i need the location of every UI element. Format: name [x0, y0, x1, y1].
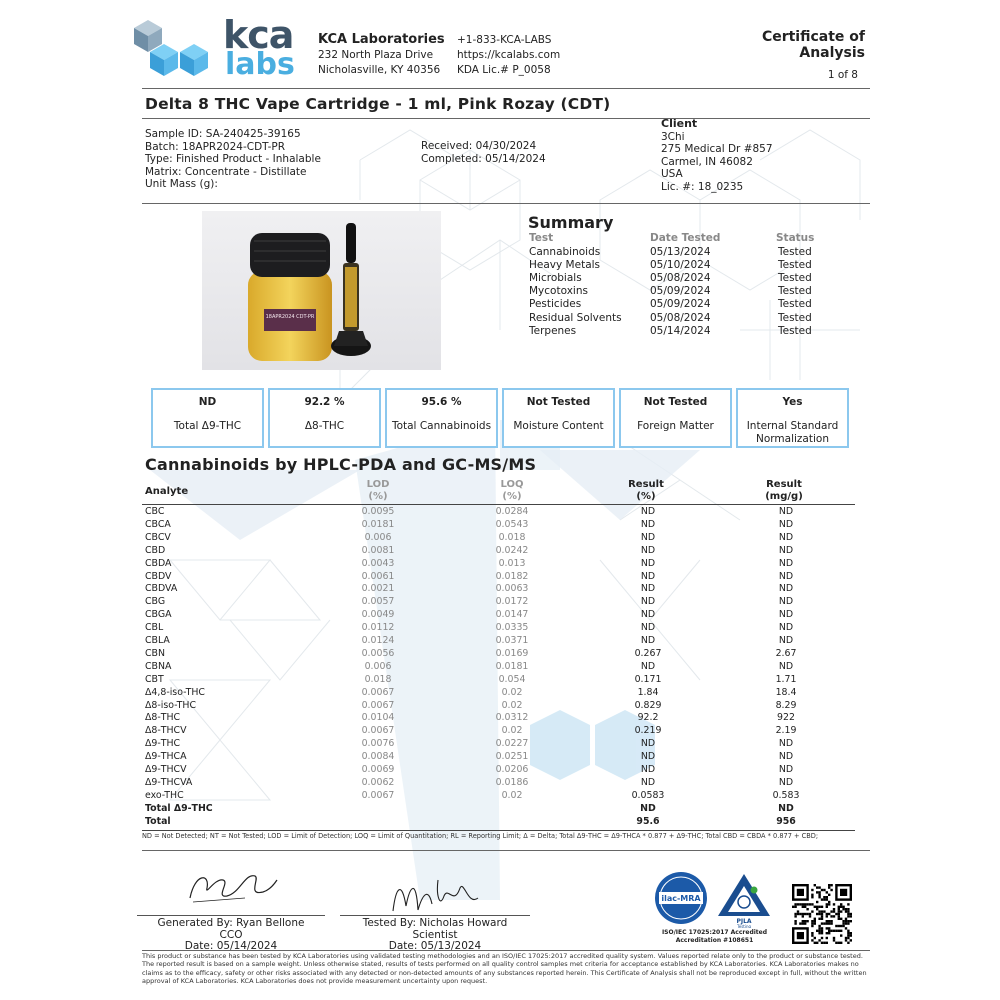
analyte-loq: 0.0063 [495, 583, 529, 595]
table-row [145, 648, 855, 661]
table-row [145, 777, 855, 790]
analyte-loq: 0.0206 [495, 764, 529, 775]
logo-word-kca: kca [223, 13, 294, 57]
analyte-loq: 0.0312 [495, 712, 529, 724]
analyte-lod: 0.0067 [361, 699, 395, 711]
analyte-lod: 0.0056 [361, 647, 395, 659]
summary-date: 05/14/2024 [650, 324, 711, 337]
analyte-loq: 0.013 [498, 557, 526, 569]
stat-label: Total Cannabinoids [391, 420, 492, 432]
ilac-mra-text: ilac-MRA [661, 894, 701, 903]
summary-test: Heavy Metals [529, 258, 601, 271]
analyte-loq: 0.02 [501, 699, 523, 711]
analyte-name: CBT [145, 673, 164, 685]
client-country: USA [661, 168, 683, 181]
analyte-result-mg: ND [778, 544, 794, 556]
table-header-divider [142, 504, 855, 505]
analyte-result-mg: ND [778, 660, 794, 672]
analyte-result-mg: ND [778, 738, 794, 750]
summary-date: 05/09/2024 [650, 298, 711, 311]
meta-divider [142, 203, 870, 204]
analyte-result-pct: ND [640, 635, 656, 646]
table-row [145, 764, 855, 777]
table-row [145, 571, 855, 584]
analyte-result-mg: ND [778, 764, 794, 775]
analyte-loq: 0.02 [501, 725, 523, 737]
analyte-lod: 0.0067 [361, 686, 395, 698]
signature-line-tested [340, 915, 530, 916]
summary-test: Cannabinoids [529, 245, 601, 258]
col-result-pct [613, 479, 679, 503]
generated-by-role: CCO [219, 928, 243, 941]
analyte-lod: 0.006 [364, 531, 392, 543]
analyte-lod: 0.0081 [361, 544, 395, 556]
analyte-result-mg: ND [778, 751, 794, 763]
table-row [145, 519, 855, 532]
analyte-loq: 0.0186 [495, 776, 529, 788]
analyte-result-pct: 0.219 [634, 725, 662, 737]
analyte-name: CBCV [145, 531, 171, 543]
analyte-name: Δ8-iso-THC [145, 699, 197, 711]
stat-value: Not Tested [643, 396, 708, 408]
analyte-result-mg: ND [778, 583, 794, 595]
col-result-mg-unit: (mg/g) [765, 491, 803, 502]
summary-test: Mycotoxins [529, 285, 588, 298]
analyte-result-mg: 2.67 [775, 647, 797, 659]
analyte-result-pct: ND [640, 776, 656, 788]
table-row [145, 635, 855, 648]
analyte-name: Δ4,8-iso-THC [145, 686, 205, 698]
analyte-name: CBL [145, 622, 164, 634]
analyte-loq: 0.0543 [495, 518, 529, 530]
summary-col-test: Test [529, 232, 554, 244]
accreditation-number: Accreditation #108651 [675, 936, 754, 944]
total-result-pct: 95.6 [636, 815, 660, 827]
disclaimer-text: This product or substance has been tested by KCA Laboratories using validated testing methodologies and an ISO/IEC 17025:2017 accredited quality system. Values reported relate only to the product or substance tested. The reported result is based on a sample weight. Unless otherwise stated, results of tests performed on all quality control samples met criteria for acceptance established by KCA Laboratories. KCA Laboratories makes no claims as to the efficacy, safety or other risks associated with any detected or non-detected amounts of any substances reported herein. This Certificate of Analysis shall not be reproduced except in full, without the written approval of KCA Laboratories. KCA Laboratories does not provide measurement uncertainty upon request. [142, 952, 867, 985]
generated-by-block [137, 918, 325, 953]
summary-row [529, 272, 849, 285]
analyte-loq: 0.0182 [495, 570, 529, 582]
analyte-result-mg: ND [778, 557, 794, 569]
analyte-lod: 0.0124 [361, 635, 395, 646]
summary-header-row [529, 232, 849, 245]
analyte-name: CBC [145, 506, 165, 517]
summary-row [529, 285, 849, 298]
table-row [145, 712, 855, 725]
summary-test: Microbials [529, 271, 582, 284]
sample-id: Sample ID: SA-240425-39165 [145, 128, 301, 140]
analyte-lod: 0.0084 [361, 751, 395, 763]
stat-value: Not Tested [526, 396, 591, 408]
iso-accreditation: ISO/IEC 17025:2017 Accredited [661, 929, 768, 936]
col-lod-unit: (%) [368, 491, 388, 502]
analyte-result-pct: 0.267 [634, 647, 662, 659]
stat-box [619, 388, 732, 448]
company-address-line2: Nicholasville, KY 40356 [318, 64, 441, 76]
analyte-name: Δ8-THC [145, 712, 181, 724]
signature-nicholas-howard [388, 876, 488, 916]
summary-row [529, 325, 849, 338]
analyte-result-pct: ND [640, 622, 656, 634]
analyte-result-pct: ND [640, 609, 656, 621]
col-result-mg [751, 479, 817, 503]
analyte-loq: 0.02 [501, 789, 523, 801]
summary-status: Tested [778, 245, 812, 258]
total-result-pct: ND [640, 802, 656, 814]
company-license: KDA Lic.# P_0058 [457, 64, 551, 76]
summary-test: Terpenes [529, 324, 577, 337]
summary-test: Residual Solvents [529, 311, 622, 324]
analyte-result-mg: ND [778, 531, 794, 543]
analyte-name: CBN [145, 647, 165, 659]
analyte-name: CBGA [145, 609, 172, 621]
analyte-result-pct: ND [640, 518, 656, 530]
company-phone: +1-833-KCA-LABS [457, 34, 552, 46]
sample-dates [421, 140, 546, 165]
analyte-result-pct: ND [640, 557, 656, 569]
client-block [661, 118, 773, 194]
analyte-loq: 0.0181 [495, 660, 529, 672]
analyte-loq: 0.0172 [495, 596, 529, 608]
analyte-result-pct: ND [640, 583, 656, 595]
total-row [145, 816, 855, 829]
table-row [145, 790, 855, 803]
kca-cube-logo-icon [132, 18, 214, 82]
client-street: 275 Medical Dr #857 [661, 143, 773, 156]
analyte-name: Δ9-THCA [145, 751, 187, 763]
sample-meta [145, 128, 321, 191]
pjla-sub-text: Testing [736, 924, 752, 928]
analyte-result-mg: 18.4 [775, 686, 797, 698]
analyte-result-mg: ND [778, 506, 794, 517]
summary-status: Tested [778, 311, 812, 324]
table-row [145, 622, 855, 635]
col-result-pct-label: Result [628, 479, 664, 490]
analyte-loq: 0.0371 [495, 635, 529, 646]
total-name: Total [145, 815, 171, 827]
generated-by-date: Date: 05/14/2024 [184, 940, 278, 952]
stat-value: 92.2 % [304, 396, 345, 408]
product-title: Delta 8 THC Vape Cartridge - 1 ml, Pink Rozay (CDT) [145, 95, 611, 113]
summary-date: 05/10/2024 [650, 258, 711, 271]
analyte-name: CBCA [145, 518, 171, 530]
summary-date: 05/08/2024 [650, 271, 711, 284]
analyte-name: CBDV [145, 570, 172, 582]
completed-date: Completed: 05/14/2024 [421, 152, 546, 165]
product-photo [202, 211, 441, 370]
stat-label: Moisture Content [513, 420, 604, 432]
col-result-pct-unit: (%) [636, 491, 656, 502]
col-loq [479, 479, 545, 503]
analyte-name: Δ8-THCV [145, 725, 187, 737]
summary-row [529, 298, 849, 311]
summary-date: 05/09/2024 [650, 285, 711, 298]
analyte-name: Δ9-THC [145, 738, 181, 750]
analyte-lod: 0.0104 [361, 712, 395, 724]
client-name: 3Chi [661, 130, 685, 143]
table-row [145, 738, 855, 751]
table-row [145, 661, 855, 674]
analyte-loq: 0.0284 [495, 506, 529, 517]
summary-date: 05/13/2024 [650, 245, 711, 258]
summary-status: Tested [778, 271, 812, 284]
stat-box [736, 388, 849, 448]
analyte-result-pct: ND [640, 544, 656, 556]
signature-line-generated [137, 915, 325, 916]
summary-status: Tested [778, 298, 812, 311]
table-row [145, 506, 855, 519]
analyte-name: CBDVA [145, 583, 178, 595]
table-row [145, 687, 855, 700]
company-address-block [318, 31, 445, 78]
stat-label: Δ8-THC [304, 420, 345, 432]
analyte-lod: 0.0067 [361, 725, 395, 737]
analyte-result-pct: ND [640, 531, 656, 543]
summary-status: Tested [778, 324, 812, 337]
analyte-result-pct: ND [640, 570, 656, 582]
analyte-result-pct: 92.2 [637, 712, 659, 724]
table-row [145, 700, 855, 713]
table-row [145, 674, 855, 687]
company-address-line1: 232 North Plaza Drive [318, 49, 434, 61]
summary-date: 05/08/2024 [650, 311, 711, 324]
analyte-lod: 0.0049 [361, 609, 395, 621]
analyte-lod: 0.0067 [361, 789, 395, 801]
summary-test: Pesticides [529, 298, 582, 311]
unit-mass: Unit Mass (g): [145, 178, 218, 191]
client-title: Client [661, 117, 698, 130]
analyte-loq: 0.018 [498, 531, 526, 543]
analyte-result-pct: ND [640, 506, 656, 517]
stat-value: Yes [782, 396, 803, 408]
total-name: Total Δ9-THC [145, 802, 213, 814]
header-divider [142, 88, 870, 89]
analyte-result-mg: ND [778, 518, 794, 530]
analyte-loq: 0.0147 [495, 609, 529, 621]
total-row [145, 803, 855, 816]
analyte-result-mg: ND [778, 622, 794, 634]
analyte-loq: 0.0227 [495, 738, 529, 750]
analyte-result-mg: 1.71 [775, 673, 797, 685]
summary-status: Tested [778, 258, 812, 271]
stat-label: Total Δ9-THC [173, 420, 242, 432]
analyte-name: CBD [145, 544, 166, 556]
stat-label: Internal Standard Normalization [746, 420, 839, 445]
col-lod-label: LOD [366, 479, 390, 490]
pjla-logo-icon [716, 872, 772, 928]
analyte-result-mg: ND [778, 609, 794, 621]
analyte-result-pct: ND [640, 596, 656, 608]
analyte-lod: 0.0043 [361, 557, 395, 569]
stat-box [385, 388, 498, 448]
summary-status: Tested [778, 285, 812, 298]
logo-word-labs: labs [225, 47, 295, 82]
analyte-name: CBDA [145, 557, 172, 569]
analyte-lod: 0.0095 [361, 506, 395, 517]
table-row [145, 609, 855, 622]
client-city: Carmel, IN 46082 [661, 155, 753, 168]
analyte-result-pct: ND [640, 751, 656, 763]
analyte-result-pct: 1.84 [637, 686, 659, 698]
analyte-loq: 0.0169 [495, 647, 529, 659]
summary-row [529, 246, 849, 259]
footer-divider [142, 950, 870, 951]
total-result-mg: 956 [776, 815, 796, 827]
sample-type: Type: Finished Product - Inhalable [145, 153, 321, 166]
analyte-lod: 0.0062 [361, 776, 395, 788]
jar-label-text: 18APR2024 CDT-PR [265, 314, 315, 320]
company-contact-block [457, 33, 560, 78]
tested-by-name: Tested By: Nicholas Howard [362, 917, 508, 929]
analyte-result-mg: ND [778, 776, 794, 788]
analyte-result-pct: 0.171 [634, 673, 662, 685]
analyte-name: Δ9-THCV [145, 764, 187, 775]
col-loq-label: LOQ [500, 479, 524, 490]
col-result-mg-label: Result [766, 479, 802, 490]
company-name: KCA Laboratories [318, 32, 445, 47]
analyte-name: CBLA [145, 635, 170, 646]
analyte-result-mg: ND [778, 635, 794, 646]
col-loq-unit: (%) [502, 491, 522, 502]
analyte-result-mg: 8.29 [775, 699, 797, 711]
generated-by-name: Generated By: Ryan Bellone [157, 917, 305, 929]
analyte-lod: 0.006 [364, 660, 392, 672]
ilac-mra-logo-icon [653, 870, 709, 926]
sample-matrix: Matrix: Concentrate - Distillate [145, 165, 307, 178]
table-row [145, 545, 855, 558]
analyte-lod: 0.0021 [361, 583, 395, 595]
stat-label: Foreign Matter [637, 420, 714, 432]
page-indicator: 1 of 8 [827, 69, 858, 81]
analyte-result-mg: ND [778, 570, 794, 582]
stat-box [151, 388, 264, 448]
analyte-result-mg: 0.583 [772, 789, 800, 801]
analyte-name: CBG [145, 596, 166, 608]
received-date: Received: 04/30/2024 [421, 140, 537, 152]
analyte-result-pct: ND [640, 738, 656, 750]
cannabinoids-title: Cannabinoids by HPLC-PDA and GC-MS/MS [145, 455, 537, 474]
analyte-lod: 0.0057 [361, 596, 395, 608]
stat-value: ND [198, 396, 217, 408]
table-row [145, 751, 855, 764]
summary-title: Summary [528, 213, 614, 232]
table-row [145, 583, 855, 596]
table-bottom-divider [142, 830, 855, 831]
stat-box [268, 388, 381, 448]
document-title: Certificate of Analysis [761, 29, 865, 61]
analyte-lod: 0.0112 [361, 622, 395, 634]
table-footnote: ND = Not Detected; NT = Not Tested; LOD = Limit of Detection; LOQ = Limit of Quantitation; RL = Reporting Limit; Δ = Delta; Total Δ9-THC = Δ9-THCA * 0.877 + Δ9-THC; Total CBD = CBDA * 0.877 + CBD; [142, 832, 819, 840]
analyte-name: CBNA [145, 660, 172, 672]
analyte-result-mg: 2.19 [775, 725, 797, 737]
tested-by-role: Scientist [412, 928, 458, 941]
summary-col-date: Date Tested [650, 232, 721, 244]
analyte-lod: 0.0076 [361, 738, 395, 750]
tested-by-block [340, 918, 530, 953]
analyte-result-mg: 922 [777, 712, 795, 724]
table-row [145, 596, 855, 609]
analyte-lod: 0.018 [364, 673, 392, 685]
col-lod [345, 479, 411, 503]
batch-number: Batch: 18APR2024-CDT-PR [145, 140, 286, 153]
analyte-loq: 0.0335 [495, 622, 529, 634]
table-row [145, 532, 855, 545]
table-row [145, 558, 855, 571]
analyte-loq: 0.02 [501, 686, 523, 698]
analyte-loq: 0.054 [498, 673, 526, 685]
company-website[interactable]: https://kcalabs.com [457, 49, 561, 61]
analyte-loq: 0.0251 [495, 751, 529, 763]
qr-code-icon[interactable] [792, 884, 852, 944]
stat-box [502, 388, 615, 448]
col-analyte: Analyte [145, 486, 189, 497]
analyte-result-mg: ND [778, 596, 794, 608]
table-row [145, 725, 855, 738]
iso-accreditation-block [652, 929, 777, 944]
client-license: Lic. #: 18_0235 [661, 180, 744, 193]
analyte-lod: 0.0061 [361, 570, 395, 582]
analyte-loq: 0.0242 [495, 544, 529, 556]
analyte-name: Δ9-THCVA [145, 776, 193, 788]
analyte-lod: 0.0181 [361, 518, 395, 530]
analyte-lod: 0.0069 [361, 764, 395, 775]
analyte-name: exo-THC [145, 789, 184, 801]
total-result-mg: ND [778, 802, 794, 814]
analyte-result-pct: 0.829 [634, 699, 662, 711]
summary-row [529, 312, 849, 325]
stat-value: 95.6 % [421, 396, 462, 408]
tested-by-date: Date: 05/13/2024 [388, 940, 482, 952]
analyte-result-pct: ND [640, 660, 656, 672]
summary-row [529, 259, 849, 272]
analyte-result-pct: 0.0583 [631, 789, 665, 801]
signature-ryan-bellone [185, 868, 280, 908]
footnote-divider [142, 850, 870, 851]
pjla-text: PJLA [736, 918, 752, 925]
summary-col-status: Status [776, 232, 815, 244]
analyte-result-pct: ND [640, 764, 656, 775]
